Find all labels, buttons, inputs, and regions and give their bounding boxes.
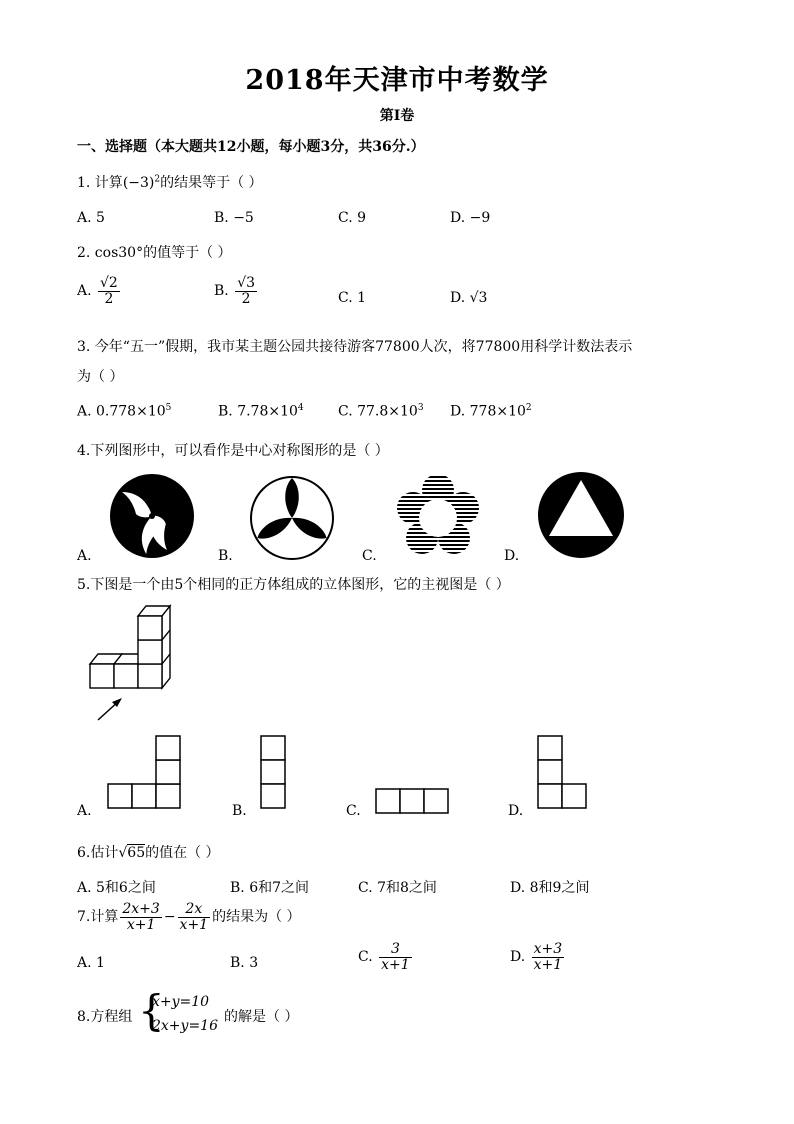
question-2-stem bbox=[77, 242, 232, 262]
q7-f1-num: 2x+3 bbox=[122, 901, 160, 917]
q7-option-c bbox=[358, 942, 414, 972]
q7-option-b: B. 3 bbox=[230, 955, 259, 971]
q7-c-num: 3 bbox=[379, 942, 412, 958]
q7-fraction-2 bbox=[178, 902, 211, 932]
q8-stem-a: 8.方程组 bbox=[77, 1009, 133, 1025]
q5-option-a-view bbox=[106, 736, 186, 810]
q7-d-label: D. bbox=[510, 949, 526, 966]
q3-b-exp: 4 bbox=[297, 403, 304, 413]
q8-equation-2: 2x+y=16 bbox=[152, 1018, 218, 1034]
q2-option-c: C. 1 bbox=[338, 290, 367, 306]
q4-label-b: B. bbox=[218, 548, 233, 564]
q1-option-b: B. −5 bbox=[214, 210, 254, 226]
q8-stem-b: 的解是（ ） bbox=[224, 1009, 299, 1025]
q4-figure-b bbox=[248, 474, 336, 562]
q8-brace: { bbox=[138, 986, 165, 1035]
page-title: 2018年天津市中考数学 bbox=[245, 65, 549, 96]
q2-b-num: √3 bbox=[237, 275, 256, 291]
q4-label-a: A. bbox=[77, 548, 92, 564]
q7-d-fraction bbox=[532, 942, 565, 972]
q7-minus: − bbox=[163, 909, 176, 926]
q7-f2-num: 2x bbox=[178, 902, 211, 918]
q7-d-den: x+1 bbox=[533, 956, 563, 973]
question-3-line1: 3. 今年“五一”假期，我市某主题公园共接待游客77800人次，将77800用科学计数法表示 bbox=[77, 339, 633, 355]
q3-c-exp: 3 bbox=[417, 403, 424, 413]
question-5-stem: 5.下图是一个由5个相同的正方体组成的立体图形，它的主视图是（ ） bbox=[77, 577, 510, 593]
q2-b-label: B. bbox=[214, 283, 229, 300]
q6-stem-a: 6.估计 bbox=[77, 845, 119, 861]
q4-label-c: C. bbox=[362, 548, 377, 564]
q2-a-den: 2 bbox=[104, 290, 114, 307]
q7-c-fraction bbox=[379, 942, 412, 972]
q5-label-a: A. bbox=[77, 803, 92, 819]
q7-c-label: C. bbox=[358, 949, 373, 966]
q3-option-b bbox=[218, 403, 304, 420]
q4-figure-c bbox=[390, 468, 486, 564]
q6-option-b: B. 6和7之间 bbox=[230, 880, 310, 896]
q2-a-num: √2 bbox=[100, 275, 118, 291]
q6-option-a: A. 5和6之间 bbox=[77, 880, 156, 896]
q1-exp: 2 bbox=[154, 174, 161, 185]
q5-option-b-view bbox=[259, 736, 287, 810]
q7-option-d bbox=[510, 942, 566, 972]
q5-label-d: D. bbox=[508, 803, 524, 819]
q5-option-d-view bbox=[536, 736, 590, 810]
q2-a-label: A. bbox=[77, 283, 92, 300]
q3-a-text: A. 0.778×10 bbox=[77, 403, 166, 420]
q3-b-text: B. 7.78×10 bbox=[218, 403, 298, 420]
q7-f1-den: x+1 bbox=[126, 916, 156, 933]
q2-b-den: 2 bbox=[241, 290, 251, 307]
q5-option-c-view bbox=[374, 787, 450, 815]
q3-d-text: D. 778×10 bbox=[450, 403, 526, 420]
q1-option-a: A. 5 bbox=[77, 210, 105, 226]
q5-label-b: B. bbox=[232, 803, 247, 819]
q5-solid-figure bbox=[86, 604, 186, 724]
q7-f2-den: x+1 bbox=[179, 916, 209, 933]
q1-option-d: D. −9 bbox=[450, 210, 491, 226]
question-4-stem: 4.下列图形中，可以看作是中心对称图形的是（ ） bbox=[77, 443, 389, 459]
q5-label-c: C. bbox=[346, 803, 361, 819]
q2-option-b bbox=[214, 276, 259, 306]
q7-d-num: x+3 bbox=[533, 941, 563, 957]
q1-stem-a: 1. 计算 bbox=[77, 175, 123, 191]
q3-a-exp: 5 bbox=[165, 403, 172, 413]
q6-option-c: C. 7和8之间 bbox=[358, 880, 437, 896]
q2-b-fraction bbox=[235, 276, 257, 306]
q1-stem-b: 的结果等于（ ） bbox=[160, 175, 263, 191]
sqrt-symbol: √ bbox=[118, 845, 128, 861]
question-7-stem bbox=[77, 902, 301, 932]
question-1-stem bbox=[77, 172, 263, 192]
q7-stem-b: 的结果为（ ） bbox=[212, 909, 301, 926]
q7-fraction-1 bbox=[120, 902, 161, 932]
q7-option-a: A. 1 bbox=[77, 955, 105, 971]
q4-figure-a bbox=[108, 472, 196, 560]
section-heading: 一、选择题（本大题共12小题，每小题3分，共36分.） bbox=[77, 139, 425, 155]
q3-d-exp: 2 bbox=[525, 403, 532, 413]
volume-label: 第Ⅰ卷 bbox=[379, 108, 415, 124]
q7-c-den: x+1 bbox=[381, 956, 410, 973]
q6-option-d: D. 8和9之间 bbox=[510, 880, 590, 896]
q3-option-d bbox=[450, 403, 532, 420]
q4-label-d: D. bbox=[504, 548, 520, 564]
question-6-stem bbox=[77, 842, 220, 862]
q1-expr: (−3) bbox=[122, 175, 155, 191]
q3-option-a bbox=[77, 403, 171, 420]
q7-stem-a: 7.计算 bbox=[77, 909, 119, 926]
q6-stem-b: 的值在（ ） bbox=[145, 845, 220, 861]
q3-option-c bbox=[338, 403, 424, 420]
q3-c-text: C. 77.8×10 bbox=[338, 403, 418, 420]
q6-radicand: 65 bbox=[127, 845, 146, 861]
q2-stem-b: 的值等于（ ） bbox=[143, 245, 232, 261]
q2-option-d: D. √3 bbox=[450, 290, 488, 306]
q4-figure-d bbox=[536, 470, 626, 560]
q1-option-c: C. 9 bbox=[338, 210, 367, 226]
q8-equation-1: x+y=10 bbox=[152, 994, 210, 1010]
q2-option-a bbox=[77, 276, 122, 306]
question-3-line2: 为（ ） bbox=[77, 369, 124, 385]
q2-stem-a: 2. cos30° bbox=[77, 245, 144, 261]
q2-a-fraction bbox=[98, 276, 120, 306]
